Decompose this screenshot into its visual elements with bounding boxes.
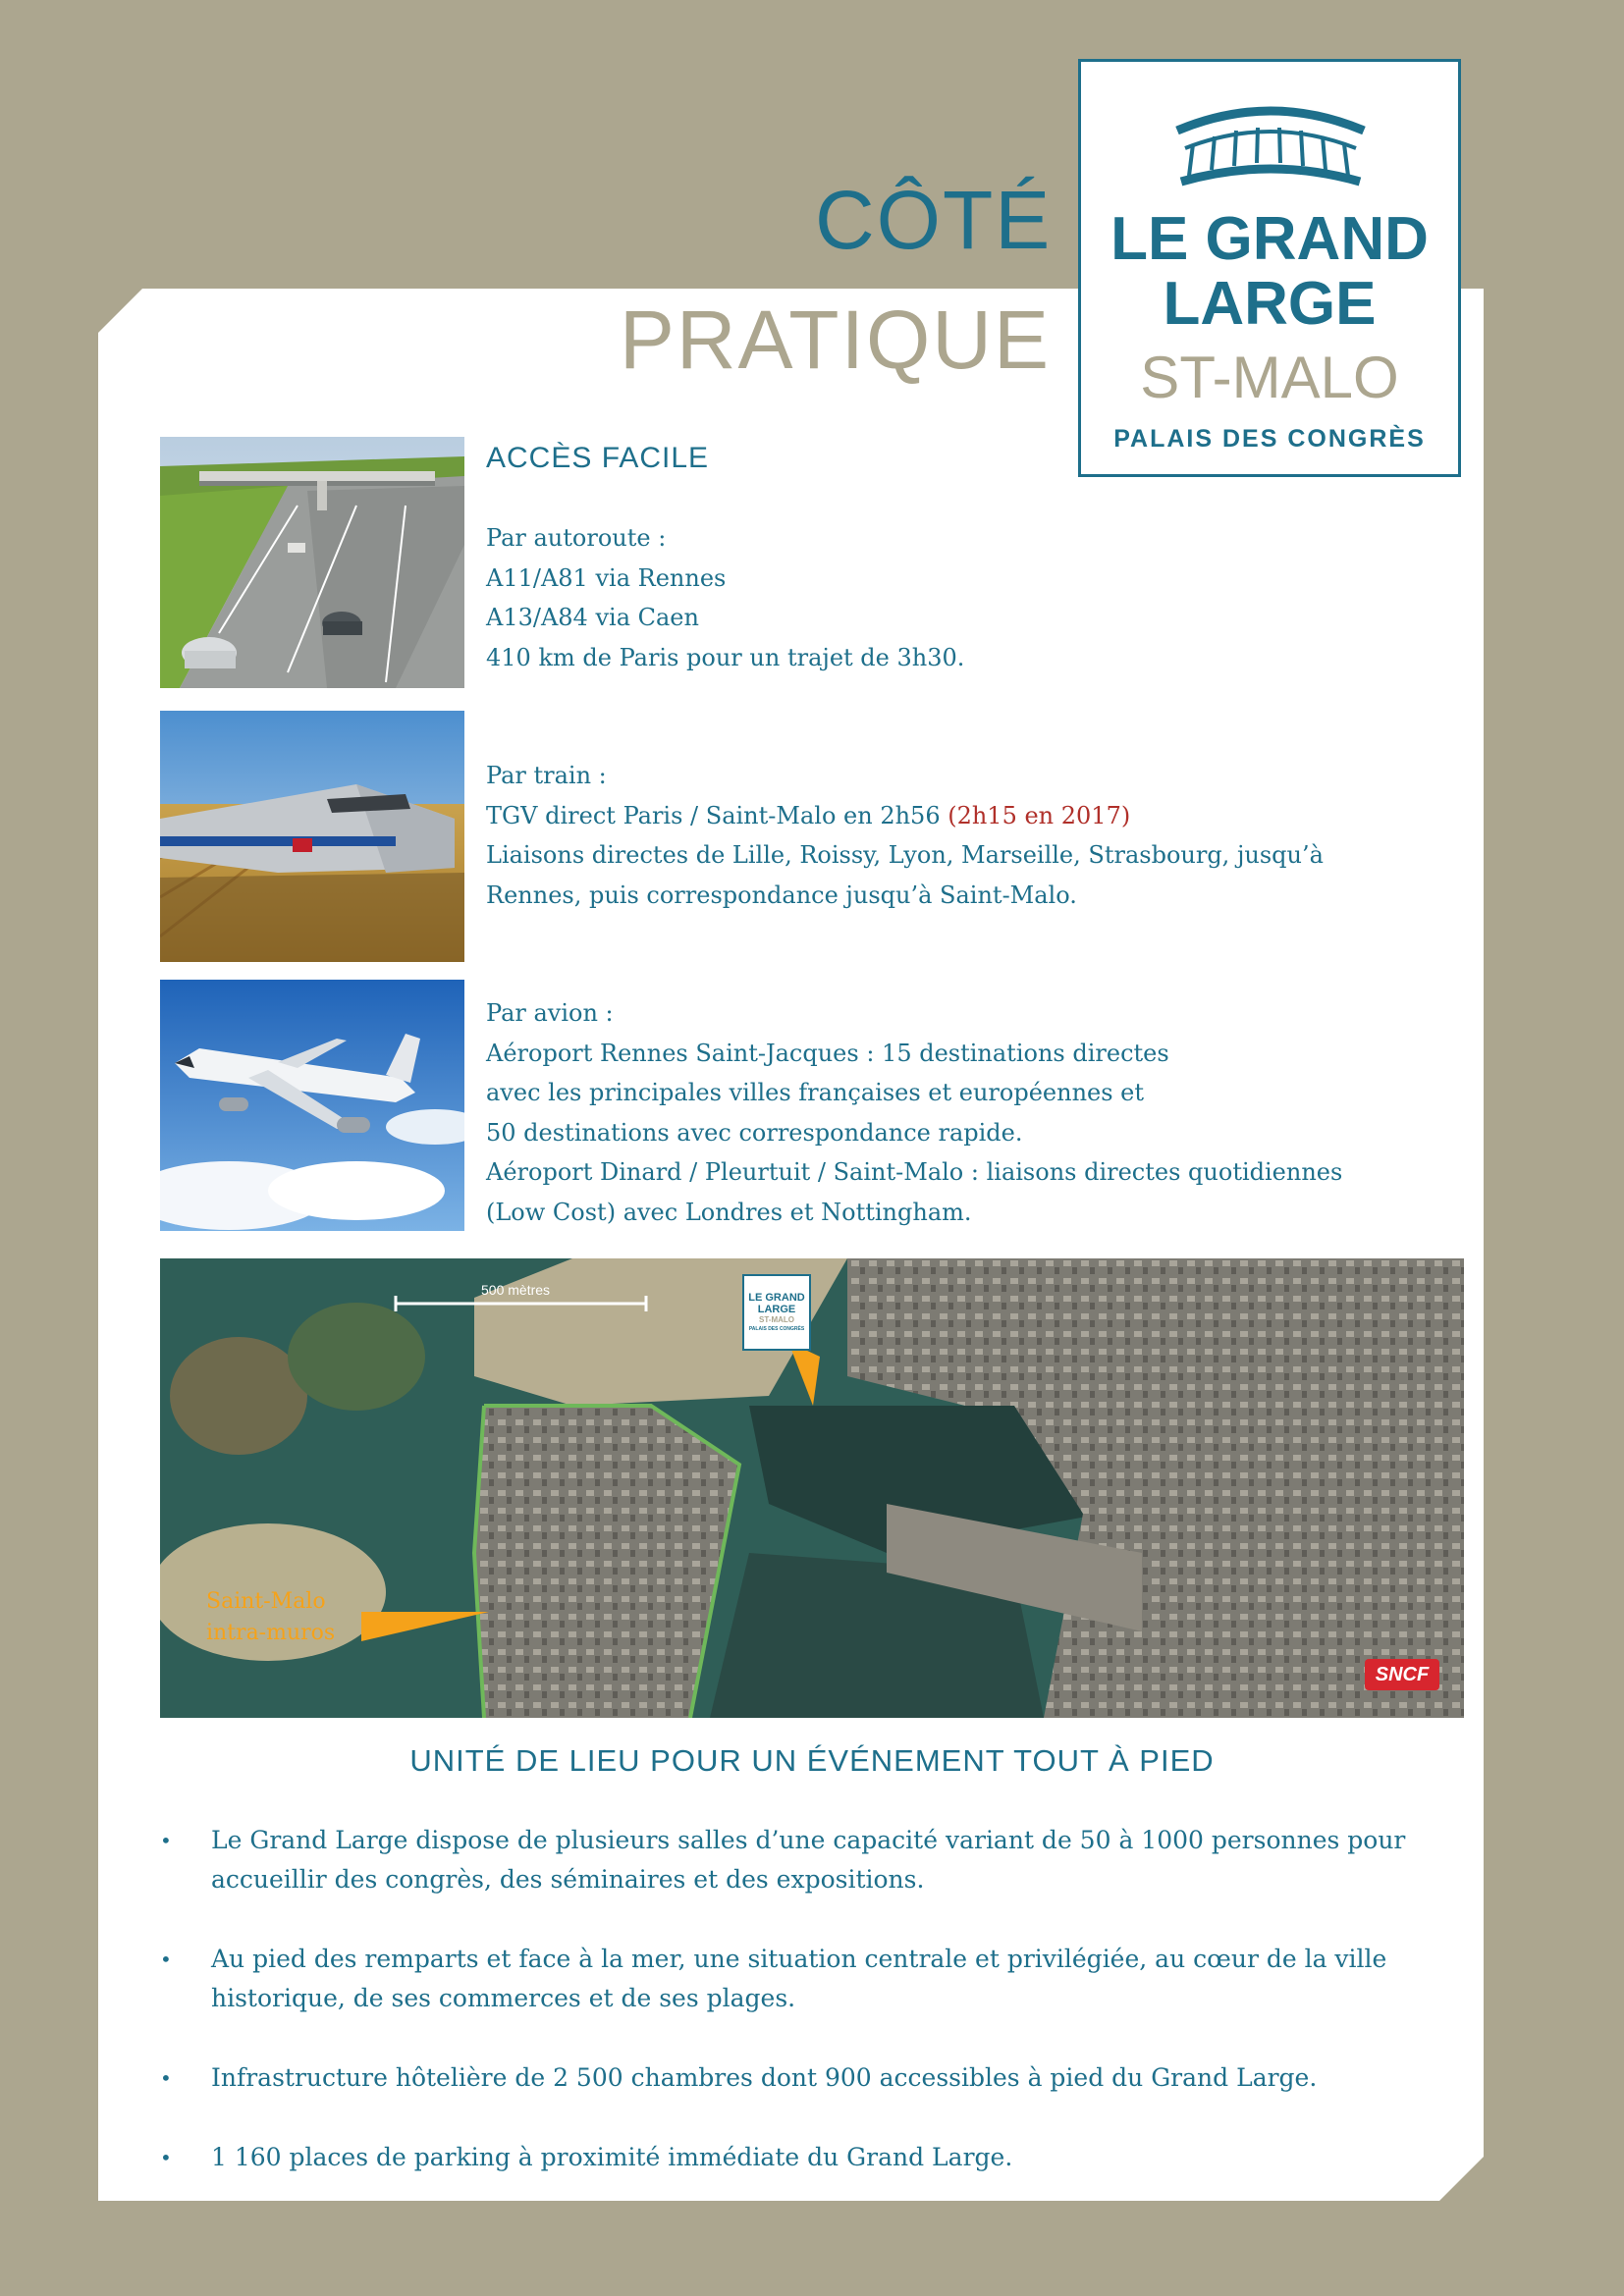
plane-line: Par avion : bbox=[486, 999, 614, 1027]
page-title-line1: CÔTÉ bbox=[815, 174, 1053, 266]
bullet-icon: • bbox=[160, 2146, 172, 2169]
sncf-logo: SNCF bbox=[1365, 1659, 1439, 1690]
train-line: Rennes, puis correspondance jusqu’à Saint-Malo. bbox=[486, 881, 1077, 909]
plane-line: (Low Cost) avec Londres et Nottingham. bbox=[486, 1198, 972, 1226]
map-logo-line3: ST-MALO bbox=[759, 1315, 794, 1324]
bullet-icon: • bbox=[160, 2066, 172, 2090]
road-line: Par autoroute : bbox=[486, 524, 667, 552]
access-heading: ACCÈS FACILE bbox=[486, 442, 710, 474]
place-label-line2: intra-muros bbox=[206, 1621, 336, 1645]
map-logo-line4: PALAIS DES CONGRÈS bbox=[748, 1326, 805, 1332]
bullet-text: Infrastructure hôtelière de 2 500 chambres dont 900 accessibles à pied du Grand Large. bbox=[211, 2063, 1318, 2092]
map-scale-label: 500 mètres bbox=[481, 1282, 551, 1298]
aerial-map bbox=[160, 1258, 1464, 1718]
motorway-photo bbox=[160, 437, 464, 688]
map-venue-marker bbox=[742, 1274, 811, 1351]
logo-line1: LE GRAND bbox=[1110, 205, 1429, 273]
plane-line: Aéroport Dinard / Pleurtuit / Saint-Malo : liaisons directes quotidiennes bbox=[486, 1158, 1343, 1186]
train-line: Par train : bbox=[486, 762, 607, 789]
arch-icon bbox=[1167, 91, 1374, 199]
road-line: A11/A81 via Rennes bbox=[486, 563, 727, 592]
train-access-text bbox=[486, 756, 1324, 915]
plane-line: avec les principales villes françaises et européennes et bbox=[486, 1079, 1145, 1106]
train-2017-note: (2h15 en 2017) bbox=[947, 801, 1131, 829]
bullet-icon: • bbox=[160, 1948, 172, 1971]
intra-muros-label bbox=[206, 1586, 335, 1649]
page-title-line2: PRATIQUE bbox=[619, 294, 1051, 386]
logo-line3: ST-MALO bbox=[1140, 345, 1399, 410]
airplane-photo bbox=[160, 980, 464, 1231]
bullet-text: Au pied des remparts et face à la mer, une situation centrale et privilégiée, au cœur de la ville bbox=[211, 1945, 1387, 1973]
logo-line4: PALAIS DES CONGRÈS bbox=[1113, 425, 1426, 453]
road-line: 410 km de Paris pour un trajet de 3h30. bbox=[486, 643, 965, 671]
plane-line: 50 destinations avec correspondance rapide. bbox=[486, 1118, 1023, 1147]
tgv-train-photo bbox=[160, 711, 464, 962]
plane-access-text bbox=[486, 993, 1342, 1232]
bullet-icon: • bbox=[160, 1829, 172, 1852]
road-access-text bbox=[486, 439, 964, 677]
bullet-text: Le Grand Large dispose de plusieurs salles d’une capacité variant de 50 à 1000 personnes pour bbox=[211, 1826, 1406, 1854]
place-label-line1: Saint-Malo bbox=[206, 1589, 326, 1614]
bullet-text: 1 160 places de parking à proximité immédiate du Grand Large. bbox=[211, 2143, 1013, 2171]
brand-logo bbox=[1078, 59, 1461, 477]
bullet-text: historique, de ses commerces et de ses plages. bbox=[211, 1984, 796, 2012]
map-logo-line1: LE GRAND bbox=[748, 1292, 805, 1304]
bullet-text: accueillir des congrès, des séminaires et des expositions. bbox=[211, 1865, 925, 1894]
road-line: A13/A84 via Caen bbox=[486, 604, 699, 631]
plane-line: Aéroport Rennes Saint-Jacques : 15 destinations directes bbox=[486, 1039, 1169, 1067]
venue-heading: UNITÉ DE LIEU POUR UN ÉVÉNEMENT TOUT À PIED bbox=[409, 1743, 1215, 1778]
train-line bbox=[486, 796, 1324, 836]
logo-line2: LARGE bbox=[1163, 270, 1377, 338]
train-line: Liaisons directes de Lille, Roissy, Lyon, Marseille, Strasbourg, jusqu’à bbox=[486, 841, 1324, 869]
train-direct-text: TGV direct Paris / Saint-Malo en 2h56 bbox=[486, 801, 948, 829]
map-logo-line2: LARGE bbox=[757, 1304, 796, 1315]
